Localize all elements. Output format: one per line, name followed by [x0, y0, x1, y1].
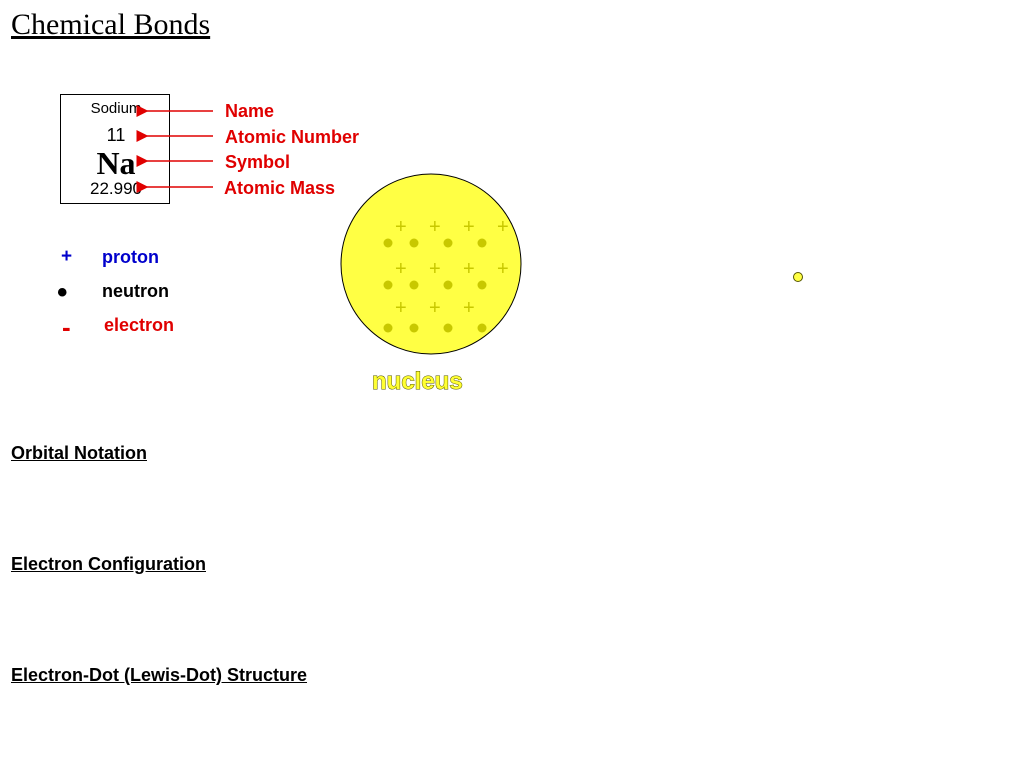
callout-name: Name	[225, 101, 275, 121]
neutron-mark	[444, 324, 453, 333]
neutron-mark	[384, 281, 393, 290]
callout-atomic-number: Atomic Number	[225, 127, 360, 147]
neutron-mark	[410, 324, 419, 333]
lewis-dot-heading: Electron-Dot (Lewis-Dot) Structure	[11, 665, 308, 685]
nucleus-label: nucleus	[372, 368, 463, 395]
neutron-symbol: •	[57, 276, 68, 309]
neutron-mark	[384, 239, 393, 248]
callout-atomic-mass: Atomic Mass	[224, 178, 336, 198]
proton-mark: +	[463, 297, 475, 319]
proton-mark: +	[463, 258, 475, 280]
neutron-mark	[444, 281, 453, 290]
neutron-mark	[478, 281, 487, 290]
element-atomic-number: 11	[106, 125, 126, 145]
electron-configuration-heading: Electron Configuration	[11, 554, 206, 574]
neutron-mark	[410, 281, 419, 290]
proton-mark: +	[463, 216, 475, 238]
neutron-mark	[384, 324, 393, 333]
element-name: Sodium	[90, 100, 142, 117]
proton-label: proton	[102, 247, 159, 267]
proton-mark: +	[429, 297, 441, 319]
electron-dot	[794, 273, 803, 282]
electron-symbol: -	[62, 312, 71, 342]
callout-symbol: Symbol	[225, 152, 291, 172]
neutron-mark	[478, 239, 487, 248]
electron-label: electron	[104, 315, 175, 335]
element-symbol: Na	[96, 145, 136, 181]
element-atomic-mass: 22.990	[90, 179, 142, 198]
proton-mark: +	[429, 216, 441, 238]
orbital-notation-heading: Orbital Notation	[11, 443, 147, 463]
neutron-mark	[478, 324, 487, 333]
page-title: Chemical Bonds	[11, 8, 211, 41]
proton-symbol: +	[61, 246, 73, 267]
proton-mark: +	[497, 216, 509, 238]
proton-mark: +	[395, 297, 407, 319]
neutron-label: neutron	[102, 281, 169, 301]
neutron-mark	[444, 239, 453, 248]
proton-mark: +	[395, 258, 407, 280]
proton-mark: +	[429, 258, 441, 280]
proton-mark: +	[497, 258, 509, 280]
neutron-mark	[410, 239, 419, 248]
proton-mark: +	[395, 216, 407, 238]
